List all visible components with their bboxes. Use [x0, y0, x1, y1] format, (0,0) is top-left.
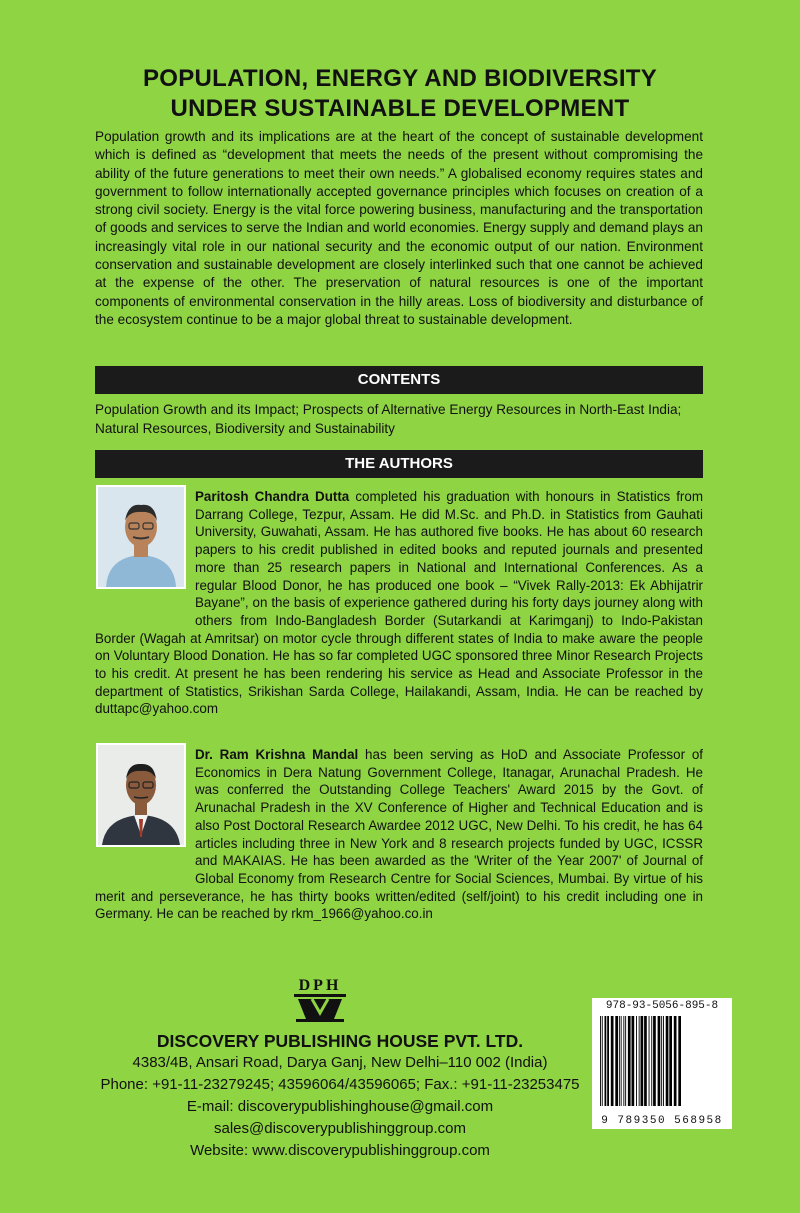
author1-photo-spacer [95, 488, 187, 612]
author2-name: Dr. Ram Krishna Mandal [195, 747, 359, 762]
title-line-1: POPULATION, ENERGY AND BIODIVERSITY [142, 65, 658, 92]
isbn-number: 978-93-5056-895-8 [605, 1000, 719, 1012]
publisher-logo [290, 975, 350, 1025]
publisher-address: 4383/4B, Ansari Road, Darya Ganj, New Delhi–110 002 (India) [132, 1054, 548, 1071]
logo-text: DPH [298, 977, 342, 994]
author1-bio [95, 488, 703, 718]
publisher-website: Website: www.discoverypublishinggroup.com [190, 1142, 490, 1159]
publisher-email: E-mail: discoverypublishinghouse@gmail.com [186, 1098, 494, 1115]
author1-bio-text: completed his graduation with honours in Statistics from Darrang College, Tezpur, Assam. He did M.Sc. and Ph.D. in Statistics from Gauhati University, Guwahati, Assam. He has authored five books. He has about 60 research papers to his credit published in edited books and reputed journals and presented more than 25 research papers in National and International Conferences. As a regular Blood Donor, he has produced one book – “Vivek Rally-2013: Ek Abhijatrir Bayane”, on the basis of experience gathered during his forty days journey along with others from Indo-Bangladesh Border (Sutarkandi at Karimganj) to Indo-Pakistan Border (Wagah at Amritsar) on motor cycle through different states of India to make aware the people on Voluntary Blood Donation. He has so far completed UGC sponsored three Minor Research Projects to his credit. At present he has been rendering his service as Head and Associate Professor in the department of Statistics, Srikishan Sarda College, Hailakandi, Assam, India. He can be reached by duttapc@yahoo.com [95, 489, 703, 717]
dph-logo-icon [290, 975, 350, 1025]
publisher-sales-email: sales@discoverypublishinggroup.com [213, 1120, 467, 1137]
authors-heading: THE AUTHORS [95, 450, 703, 478]
contents-text: Population Growth and its Impact; Prospects of Alternative Energy Resources in North-East India; Natural Resources, Biodiversity and Sustainability [95, 402, 682, 436]
publisher-info [60, 1030, 620, 1162]
barcode-bars [598, 1016, 726, 1108]
author2-bio [95, 746, 703, 923]
author2-photo-spacer [95, 746, 187, 870]
publisher-name: DISCOVERY PUBLISHING HOUSE PVT. LTD. [156, 1031, 524, 1051]
barcode-digits: 9 789350 568958 [601, 1115, 723, 1127]
intro-paragraph: Population growth and its implications are at the heart of the concept of sustainable development which is defined as “development that meets the needs of the present without compromising the ability of the future generations to meet their own needs.” A globalised economy requires states and government to follow internationally accepted governance principles which focuses on creation of a strong civil society. Energy is the vital force powering business, manufacturing and the transportation of goods and services to serve the Indian and world economies. Energy supply and demand plays an increasingly vital role in our national security and the economic output of our nation. Environment conservation and sustainable development are closely interlinked such that one cannot be achieved at the expense of the other. The preservation of natural resources is one of the important components of environmental conservation in the hilly areas. Loss of biodiversity and disturbance of the ecosystem continue to be a major global threat to sustainable development. [95, 129, 703, 327]
author1-name: Paritosh Chandra Dutta [195, 489, 350, 504]
author2-bio-text: has been serving as HoD and Associate Professor of Economics in Dera Natung Government College, Itanagar, Arunachal Pradesh. He was conferred the Outstanding College Teachers' Award 2015 by the Govt. of Arunachal Pradesh in the XV Conference of Higher and Technical Education and is also Post Doctoral Research Awardee 2012 UGC, New Delhi. To his credit, he has 64 articles including three in New York and 8 research projects funded by UGC, ICSSR and MAKAIAS. He has been awarded as the 'Writer of the Year 2007' of Journal of Global Economy from Research Centre for Social Sciences, Mumbai. By virtue of his merit and perseverance, he has thirty books written/edited (self/joint) to his credit including one in Germany. He can be reached by rkm_1966@yahoo.co.in [95, 747, 703, 922]
title-line-2: UNDER SUSTAINABLE DEVELOPMENT [170, 95, 630, 122]
isbn-barcode [592, 998, 732, 1129]
contents-heading: CONTENTS [95, 366, 703, 394]
publisher-phone: Phone: +91-11-23279245; 43596064/43596065; Fax.: +91-11-23253475 [100, 1076, 580, 1093]
book-title [0, 64, 800, 124]
